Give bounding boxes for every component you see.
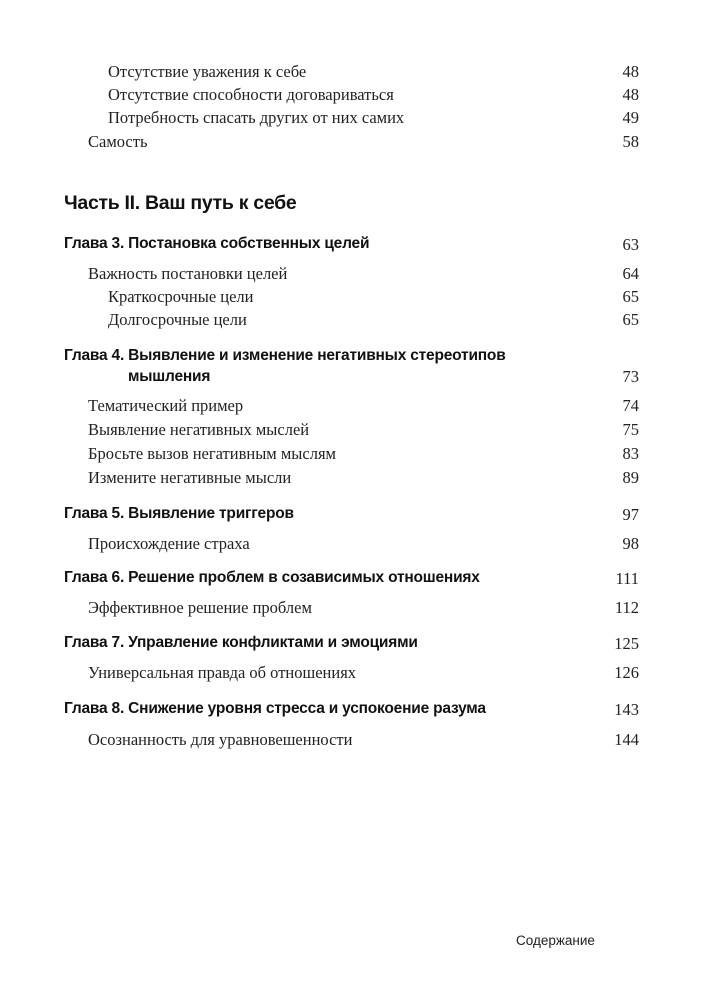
toc-chapter-title: Глава 6. Решение проблем в созависимых отношениях [64,569,480,586]
toc-entry-title: Тематический пример [88,396,244,415]
toc-chapter-entry[interactable] [0,569,703,591]
toc-entry-page: 143 [614,700,639,719]
toc-entry-page: 89 [622,468,639,487]
toc-entry-page: 112 [614,598,639,617]
toc-entry-title: Измените негативные мысли [88,468,292,487]
toc-subsection-entry[interactable] [0,85,703,107]
toc-chapter-entry[interactable] [0,235,703,257]
toc-section-entry[interactable] [0,730,703,752]
toc-entry-page: 58 [622,132,639,151]
toc-entry-title: Краткосрочные цели [108,287,254,306]
toc-entry-page: 97 [622,505,639,524]
toc-entry-page: 73 [622,367,639,386]
toc-chapter-title: Глава 8. Снижение уровня стресса и успокоение разума [64,700,486,717]
toc-entry-page: 111 [615,569,639,588]
toc-entry-page: 65 [622,287,639,306]
toc-entry-page: 48 [622,62,639,81]
toc-entry-page: 48 [622,85,639,104]
toc-chapter-title-line1: Глава 4. Выявление и изменение негативных стереотипов [64,347,506,364]
toc-entry-page: 144 [614,730,639,749]
toc-section-entry[interactable] [0,264,703,286]
toc-chapter-title-line2: мышления [128,368,211,385]
toc-subsection-entry[interactable] [0,108,703,130]
toc-subsection-entry[interactable] [0,62,703,84]
toc-entry-page: 65 [622,310,639,329]
toc-chapter-title: Глава 3. Постановка собственных целей [64,235,370,252]
toc-entry-page: 98 [622,534,639,553]
toc-entry-title: Отсутствие способности договариваться [108,85,394,104]
toc-section-entry[interactable] [0,534,703,556]
toc-entry-title: Универсальная правда об отношениях [88,663,357,682]
toc-subsection-entry[interactable] [0,287,703,309]
toc-section-entry[interactable] [0,132,703,154]
toc-entry-title: Долгосрочные цели [108,310,247,329]
toc-entry-page: 74 [622,396,639,415]
toc-part-heading [0,192,703,218]
toc-section-entry[interactable] [0,663,703,685]
toc-chapter-entry[interactable] [0,347,703,391]
running-footer-title: Содержание [516,933,595,948]
toc-section-entry[interactable] [0,420,703,442]
toc-entry-page: 126 [614,663,639,682]
toc-subsection-entry[interactable] [0,310,703,332]
toc-entry-title: Эффективное решение проблем [88,598,312,617]
toc-entry-title: Выявление негативных мыслей [88,420,310,439]
toc-entry-page: 83 [622,444,639,463]
toc-entry-title: Важность постановки целей [88,264,288,283]
toc-entry-title: Потребность спасать других от них самих [108,108,405,127]
toc-entry-title: Отсутствие уважения к себе [108,62,307,81]
toc-entry-title: Бросьте вызов негативным мыслям [88,444,336,463]
toc-chapter-entry[interactable] [0,505,703,527]
part-title: Часть II. Ваш путь к себе [64,192,297,214]
toc-section-entry[interactable] [0,444,703,466]
toc-chapter-title: Глава 5. Выявление триггеров [64,505,294,522]
toc-section-entry[interactable] [0,598,703,620]
toc-entry-page: 125 [614,634,639,653]
toc-entry-title: Самость [88,132,148,151]
toc-chapter-title: Глава 7. Управление конфликтами и эмоциями [64,634,418,651]
toc-section-entry[interactable] [0,468,703,490]
toc-entry-page: 64 [622,264,639,283]
toc-entry-page: 63 [622,235,639,254]
toc-entry-page: 49 [622,108,639,127]
toc-chapter-entry[interactable] [0,634,703,656]
toc-entry-title: Происхождение страха [88,534,250,553]
toc-section-entry[interactable] [0,396,703,418]
toc-entry-title: Осознанность для уравновешенности [88,730,353,749]
toc-entry-page: 75 [622,420,639,439]
toc-chapter-entry[interactable] [0,700,703,722]
